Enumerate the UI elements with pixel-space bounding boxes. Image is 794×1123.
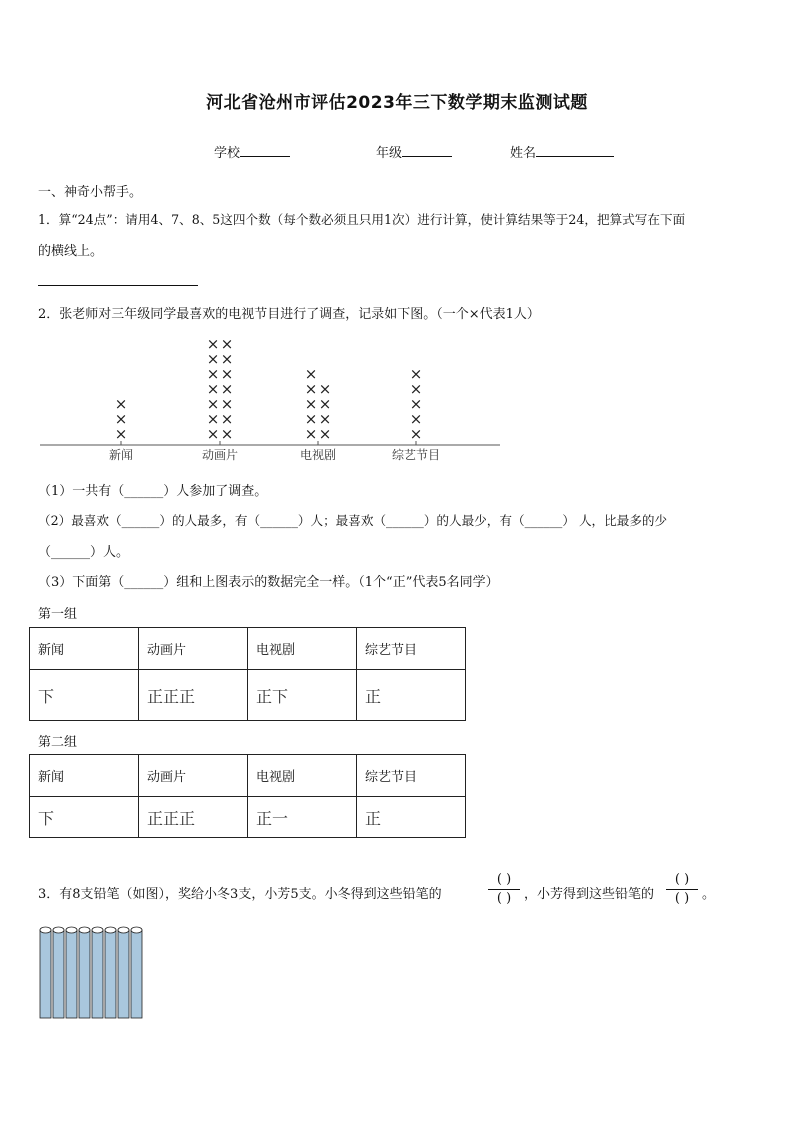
tally-mark: × [206, 410, 220, 428]
table-cell: 正正正 [139, 797, 248, 838]
pencil-end [53, 927, 64, 933]
tally-mark: × [304, 425, 318, 443]
tally-mark: × [409, 380, 423, 398]
group1-label: 第一组 [38, 607, 78, 622]
table-cell: 正正正 [139, 670, 248, 721]
group1-table [29, 627, 466, 721]
tally-mark: × [220, 380, 234, 398]
tally-mark: × [206, 350, 220, 368]
table-cell: 新闻 [30, 628, 139, 670]
grade-blank[interactable] [402, 144, 452, 157]
tally-mark: × [114, 395, 128, 413]
tally-mark: × [304, 395, 318, 413]
q1-line1: 1．算“24点”：请用4、7、8、5这四个数（每个数必须且只用1次）进行计算，使计算结果等于24，把算式写在下面 [38, 212, 686, 227]
tally-chart [0, 325, 520, 470]
pencils-figure [38, 924, 150, 1024]
pencil [118, 930, 129, 1018]
table-cell: 综艺节目 [357, 628, 466, 670]
q2-stem: 2．张老师对三年级同学最喜欢的电视节目进行了调查，记录如下图。（一个×代表1人） [38, 307, 540, 322]
name-field [510, 142, 614, 161]
tally-mark: × [220, 425, 234, 443]
tally-mark: × [114, 410, 128, 428]
tally-mark: × [206, 335, 220, 353]
category-label: 动画片 [201, 448, 239, 462]
q1-answer-line[interactable] [38, 285, 198, 286]
table-cell: 电视剧 [248, 628, 357, 670]
tally-mark: × [304, 365, 318, 383]
pencil [40, 930, 51, 1018]
category-label: 综艺节目 [391, 448, 441, 462]
table-cell: 电视剧 [248, 755, 357, 797]
table-cell: 正下 [248, 670, 357, 721]
table-cell: 正 [357, 670, 466, 721]
tally-mark: × [409, 395, 423, 413]
tally-mark: × [206, 365, 220, 383]
fraction-bar [666, 889, 698, 890]
pencil-end [131, 927, 142, 933]
table-cell: 正 [357, 797, 466, 838]
q3-text-c: 。 [702, 887, 716, 902]
school-blank[interactable] [240, 144, 290, 157]
tally-mark: × [304, 410, 318, 428]
pencil-end [79, 927, 90, 933]
tally-mark: × [114, 425, 128, 443]
q3-fraction-1[interactable] [486, 872, 522, 907]
tally-mark: × [206, 380, 220, 398]
page-title: 河北省沧州市评估2023年三下数学期末监测试题 [206, 93, 588, 113]
q1-line2: 的横线上。 [38, 244, 104, 259]
tally-mark: × [206, 425, 220, 443]
fraction-bar [488, 889, 520, 890]
fraction-denominator: ( ) [496, 891, 512, 906]
pencil [92, 930, 103, 1018]
table-cell: 动画片 [139, 755, 248, 797]
table-cell: 下 [30, 670, 139, 721]
fraction-numerator: ( ) [674, 872, 690, 887]
tally-mark: × [220, 365, 234, 383]
category-label: 电视剧 [299, 448, 337, 462]
grade-field [376, 142, 452, 161]
tally-mark: × [409, 410, 423, 428]
q3-text-b: ，小芳得到这些铅笔的 [524, 887, 655, 902]
fraction-denominator: ( ) [674, 891, 690, 906]
tally-mark: × [220, 410, 234, 428]
pencil [79, 930, 90, 1018]
q2-sub2-line2: （______）人。 [38, 545, 130, 560]
name-label: 姓名 [510, 146, 537, 161]
q2-sub2-line1: （2）最喜欢（______）的人最多，有（______）人；最喜欢（______）的人最少，有（______） 人，比最多的少 [38, 513, 668, 528]
tally-mark: × [409, 425, 423, 443]
school-label: 学校 [214, 146, 241, 161]
table-cell: 新闻 [30, 755, 139, 797]
tally-mark: × [220, 395, 234, 413]
tally-mark: × [220, 350, 234, 368]
pencil [105, 930, 116, 1018]
tally-mark: × [318, 380, 332, 398]
table-cell: 综艺节目 [357, 755, 466, 797]
pencil [53, 930, 64, 1018]
pencil-end [40, 927, 51, 933]
tally-mark: × [206, 395, 220, 413]
tally-mark: × [318, 395, 332, 413]
tally-mark: × [409, 365, 423, 383]
table-cell: 下 [30, 797, 139, 838]
pencil-end [66, 927, 77, 933]
pencil-end [118, 927, 129, 933]
table-cell: 正一 [248, 797, 357, 838]
tally-mark: × [318, 425, 332, 443]
fraction-numerator: ( ) [496, 872, 512, 887]
school-field [214, 142, 290, 161]
name-blank[interactable] [536, 144, 614, 157]
pencil [66, 930, 77, 1018]
tally-mark: × [220, 335, 234, 353]
table-cell: 动画片 [139, 628, 248, 670]
tally-mark: × [318, 410, 332, 428]
pencil-end [105, 927, 116, 933]
pencil-end [92, 927, 103, 933]
q3-fraction-2[interactable] [664, 872, 700, 907]
category-label: 新闻 [108, 448, 134, 462]
tally-mark: × [304, 380, 318, 398]
group2-label: 第二组 [38, 735, 78, 750]
grade-label: 年级 [376, 146, 403, 161]
q2-sub1: （1）一共有（______）人参加了调查。 [38, 484, 268, 499]
pencil [131, 930, 142, 1018]
q2-sub3: （3）下面第（______）组和上图表示的数据完全一样。（1个“正”代表5名同学） [38, 575, 499, 590]
section-heading: 一、神奇小帮手。 [38, 185, 143, 200]
group2-table [29, 754, 466, 838]
q3-text-a: 3．有8支铅笔（如图），奖给小冬3支，小芳5支。小冬得到这些铅笔的 [38, 887, 442, 902]
